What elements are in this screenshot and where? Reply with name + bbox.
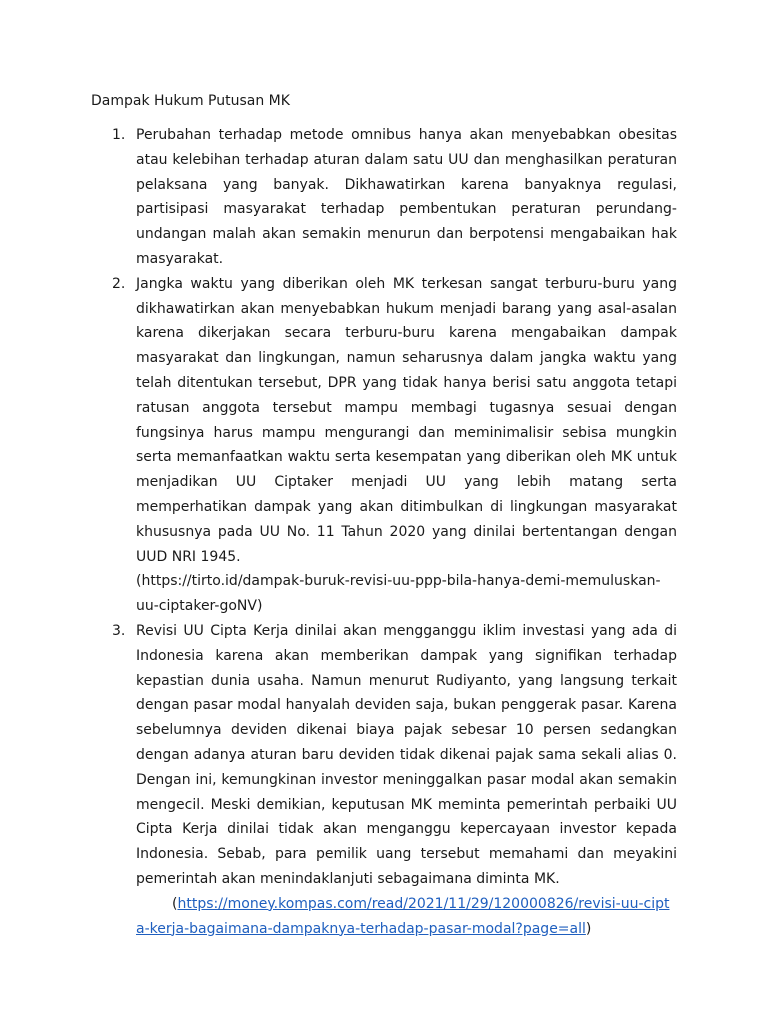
list-number: 3. [112,622,126,639]
list-item-text: Perubahan terhadap metode omnibus hanya akan menyebabkan obesitas atau kelebihan terhadap aturan dalam satu UU dan menghasilkan peraturan pelaksana yang banyak. Dikhawatirkan karena banyaknya regulasi, partisipasi masyarakat terhadap pembentukan peraturan perundang-undangan malah akan semakin menurun dan berpotensi mengabaikan hak masyarakat. [136,127,677,267]
source-close-paren: ) [585,920,592,937]
document-title: Dampak Hukum Putusan MK [91,93,290,109]
list-number: 1. [112,127,126,143]
numbered-list [112,123,677,941]
source-citation: (https://tirto.id/dampak-buruk-revisi-uu-ppp-bila-hanya-demi-memuluskan-uu-ciptaker-goNV) [136,573,661,615]
list-item-text: Revisi UU Cipta Kerja dinilai akan mengganggu iklim investasi yang ada di Indonesia karena akan memberikan dampak yang signifikan terhadap kepastian dunia usaha. Namun menurut Rudiyanto, yang langsung terkait dengan pasar modal hanyalah deviden saja, bukan penggerak pasar. Karena sebelumnya deviden dikenai biaya pajak sebesar 10 persen sedangkan dengan adanya aturan baru deviden tidak dikenai pajak sama sekali alias 0. Dengan ini, kemungkinan investor meninggalkan pasar modal akan semakin mengecil. Meski demikian, keputusan MK meminta pemerintah perbaiki UU Cipta Kerja dinilai tidak akan menganggu kepercayaan investor kepada Indonesia. Sebab, para pemilik uang tersebut memahami dan meyakini pemerintah akan menindaklanjuti sebagaimana diminta MK. [136,622,677,887]
list-item-1 [112,123,677,272]
list-item-3 [112,619,677,941]
list-item-text: Jangka waktu yang diberikan oleh MK terkesan sangat terburu-buru yang dikhawatirkan akan menyebabkan hukum menjadi barang yang asal-asalan karena dikerjakan secara terburu-buru karena mengabaikan dampak masyarakat dan lingkungan, namun seharusnya dalam jangka waktu yang telah ditentukan tersebut, DPR yang tidak hanya berisi satu anggota tetapi ratusan anggota tersebut mampu membagi tugasnya sesuai dengan fungsinya harus mampu mengurangi dan meminimalisir sebisa mungkin serta memanfaatkan waktu serta kesempatan yang diberikan oleh MK untuk menjadikan UU Ciptaker menjadi UU yang lebih matang serta memperhatikan dampak yang akan ditimbulkan di lingkungan masyarakat khususnya pada UU No. 11 Tahun 2020 yang dinilai bertentangan dengan UUD NRI 1945. [136,275,677,565]
source-citation [136,892,677,942]
list-item-2 [112,272,677,619]
list-number: 2. [112,275,126,292]
source-link[interactable]: https://money.kompas.com/read/2021/11/29/120000826/revisi-uu-cipta-kerja-bagaimana-dampaknya-terhadap-pasar-modal?page=all [136,895,670,937]
source-open-paren: ( [172,895,178,912]
